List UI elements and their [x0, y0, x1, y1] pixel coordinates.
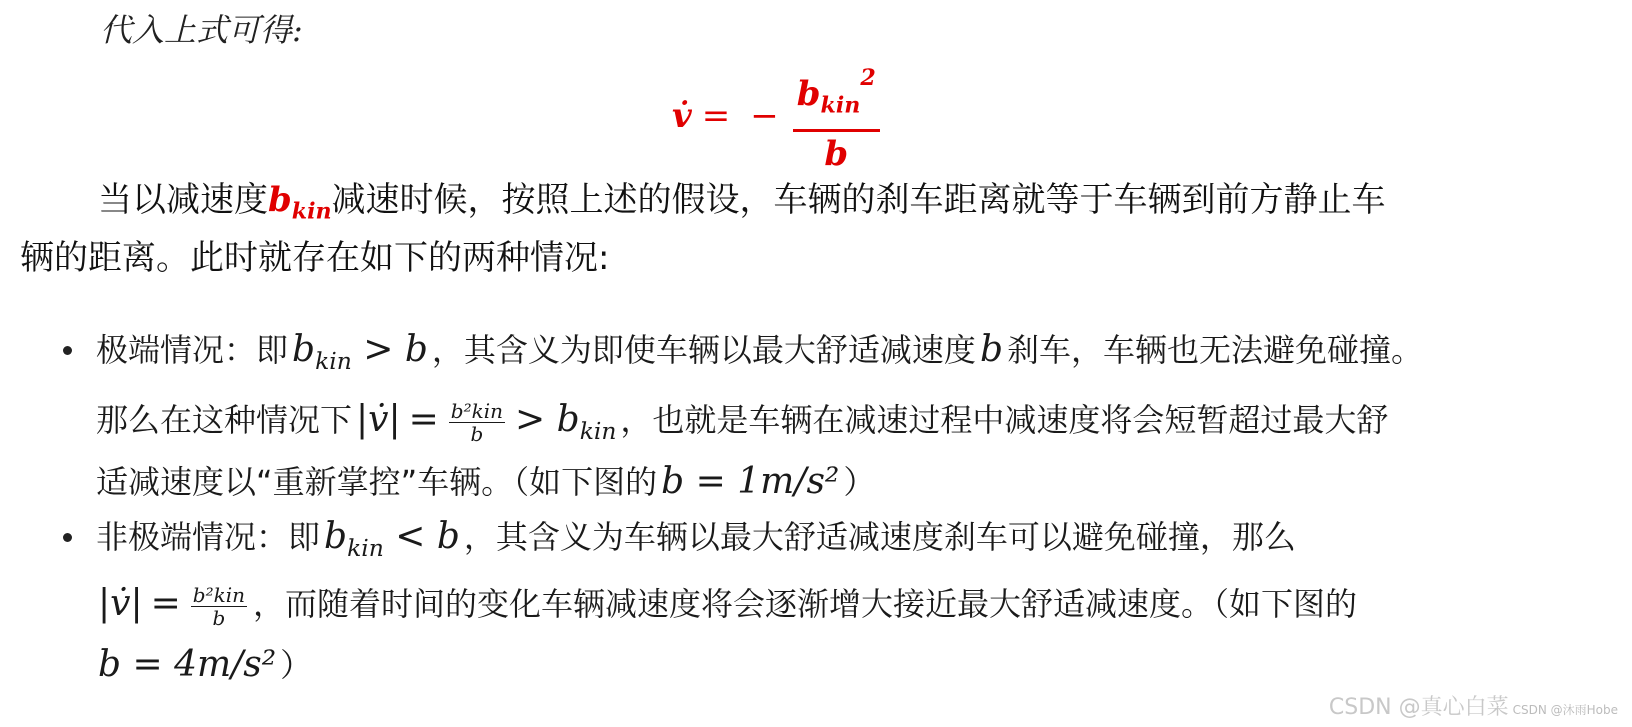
bullet-2-dot [63, 533, 72, 542]
math-bkin-gt-b: $b_{kin} > b$ [292, 329, 428, 376]
bullet-1-dot [63, 346, 72, 355]
math-bkin-lt-b: $b_{kin} < b$ [324, 516, 460, 563]
bullet-2-line-1: 非极端情况：即 $b_{kin} < b$ ，其含义为车辆以最大舒适减速度刹车可以避免碰撞，那么 [96, 516, 1296, 563]
math-abs-v: |v̇| [98, 583, 143, 624]
paragraph-line-2: 辆的距离。此时就存在如下的两种情况: [20, 238, 610, 278]
velocity-formula [672, 64, 880, 175]
bullet-2-line-3: b = 4m/s² ） [98, 644, 313, 685]
bullet-1-line-2: 那么在这种情况下 |v̇| = b²kin b > $b_{kin}$ ，也就是车辆在减速过程中减速度将会短暂超过最大舒 [96, 398, 1389, 446]
math-gt-bkin: > $b_{kin}$ [515, 399, 617, 446]
formula-equals: = [701, 96, 731, 136]
bullet-1-line-3: 适减速度以“重新掌控”车辆。（如下图的 b = 1m/s² ） [96, 461, 876, 502]
formula-minus: − [750, 96, 779, 136]
csdn-watermark: CSDN @真心白菜 CSDN @沐雨Hobe [1328, 695, 1618, 720]
intro-text: 代入上式可得: [100, 11, 303, 49]
math-fraction: b²kin b [192, 582, 245, 630]
formula-lhs: v̇ [672, 96, 692, 136]
formula-numerator: $b_{kin}^2$ [793, 56, 880, 133]
formula-denominator: b [824, 134, 849, 175]
bullet-1-line-1: 极端情况：即 $b_{kin} > b$ ，其含义为即使车辆以最大舒适减速度 b 刹车，车辆也无法避免碰撞。 [96, 329, 1423, 376]
b-kin-variable: $b_{kin}$ [268, 180, 332, 225]
math-fraction: b²kin b [450, 398, 504, 446]
math-b-equals-1: b = 1m/s² [661, 461, 840, 502]
math-b: b [979, 329, 1003, 370]
formula-fraction [793, 56, 880, 177]
math-b-equals-4: b = 4m/s² [98, 644, 277, 685]
math-abs-v: |v̇| [356, 399, 401, 440]
bullet-2-line-2: |v̇| = b²kin b ，而随着时间的变化车辆减速度将会逐渐增大接近最大舒适减速度。（如下图的 [98, 582, 1358, 630]
paragraph-line-1: 当以减速度$b_{kin}$减速时候，按照上述的假设，车辆的刹车距离就等于车辆到前方静止车 [98, 180, 1386, 225]
